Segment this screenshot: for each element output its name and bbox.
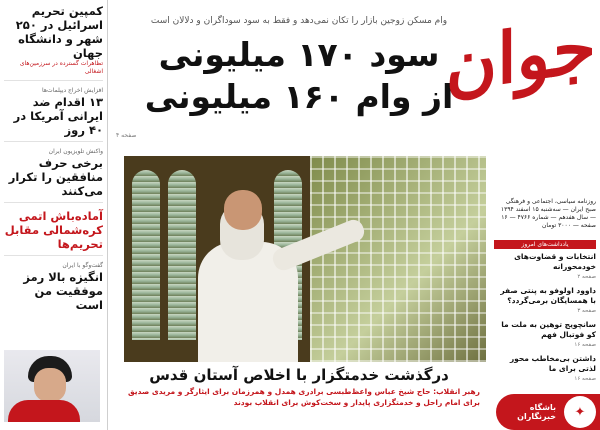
note-title: سانچویج توهین به ملت ما کو فوتبال فهم — [501, 320, 596, 339]
news-agency-badge[interactable] — [496, 394, 600, 430]
left-story-5[interactable] — [4, 262, 103, 316]
note-title: داوود اولوفو به پنتی صفر با همسایگان برمی‌گردد؟ — [500, 286, 596, 305]
masthead-info: روزنامه سیاسی، اجتماعی و فرهنگی صبح ایران — سه‌شنبه ۱۵ اسفند ۱۳۹۴ — سال هفدهم — شماره ۴۷۶۶ — ۱۶ صفحه — ۳۰۰۰ تومان — [500, 198, 596, 229]
note-item[interactable] — [494, 320, 596, 350]
headline-line-1: سود ۱۷۰ میلیونی — [158, 35, 440, 74]
newspaper-logo: جوان — [445, 3, 596, 108]
note-title: داشتن بی‌مخاطب محور لذتی برای ما — [509, 354, 596, 373]
note-page: صفحه ۱۶ — [574, 342, 596, 348]
right-masthead-column — [445, 0, 600, 430]
left-news-column — [0, 0, 108, 430]
main-headline[interactable] — [112, 34, 486, 118]
left-story-3[interactable] — [4, 148, 103, 203]
photo-caption-title[interactable]: درگذشت خدمتگزار با اخلاص آستان قدس — [149, 366, 449, 384]
note-item[interactable] — [494, 354, 596, 384]
left-story-4-headline: آماده‌باش اتمی کره‌شمالی مقابل تحریم‌ها — [4, 209, 103, 251]
left-story-3-kicker: واکنش تلویزیون ایران — [48, 148, 103, 155]
athlete-photo — [4, 350, 100, 422]
left-story-1-subhead: تظاهرات گسترده در سرزمین‌های اشغالی — [19, 60, 103, 75]
shrine-grille — [310, 156, 486, 362]
note-page: صفحه ۳ — [577, 308, 596, 314]
main-story-area — [112, 0, 486, 430]
agency-logo-icon: ✦ — [564, 396, 596, 428]
photo-caption-text: رهبر انقلاب: حاج شیخ عباس واعظ‌طبسی برادری همدل و همرزمان برای ایثارگر و مریدی صدیق برای امام راحل و خدمتگزاری پایدار و سخت‌کوش برای انقلاب بودند — [128, 387, 480, 407]
headline-line-2: از وام ۱۶۰ میلیونی — [144, 77, 454, 116]
note-item[interactable] — [494, 286, 596, 316]
note-page: صفحه ۲ — [577, 274, 596, 280]
left-story-4[interactable] — [4, 209, 103, 256]
note-item[interactable] — [494, 252, 596, 282]
left-story-5-kicker: گفت‌وگو با ایران — [62, 262, 103, 269]
main-kicker: وام مسکن زوجین بازار را تکان نمی‌دهد و فقط به سود سوداگران و دلالان است — [150, 16, 448, 26]
left-story-1-headline: کمپین تحریم اسرائیل در ۲۵۰ شهر و دانشگاه جهان — [15, 4, 103, 60]
left-story-2-headline: ۱۳ اقدام ضد ایرانی آمریکا در ۴۰ روز — [13, 95, 103, 137]
main-page-ref: صفحه ۴ — [116, 132, 137, 139]
note-page: صفحه ۱۶ — [574, 376, 596, 382]
left-story-1[interactable] — [4, 4, 103, 81]
left-story-2-kicker: افزایش اخراج دیپلمات‌ها — [42, 87, 103, 94]
left-story-2[interactable] — [4, 87, 103, 142]
badge-text: باشگاه خبرنگاران — [517, 403, 556, 421]
left-story-3-headline: برخی حرف منافقین را تکرار می‌کنند — [8, 156, 103, 198]
note-title: انتخابات و قضاوت‌های خودمحورانه — [514, 252, 596, 271]
left-story-5-headline: انگیزه بالا رمز موفقیت من است — [23, 270, 103, 312]
main-photo[interactable] — [124, 156, 486, 362]
notes-label: یادداشت‌های امروز — [494, 240, 596, 249]
notes-box — [494, 240, 596, 388]
